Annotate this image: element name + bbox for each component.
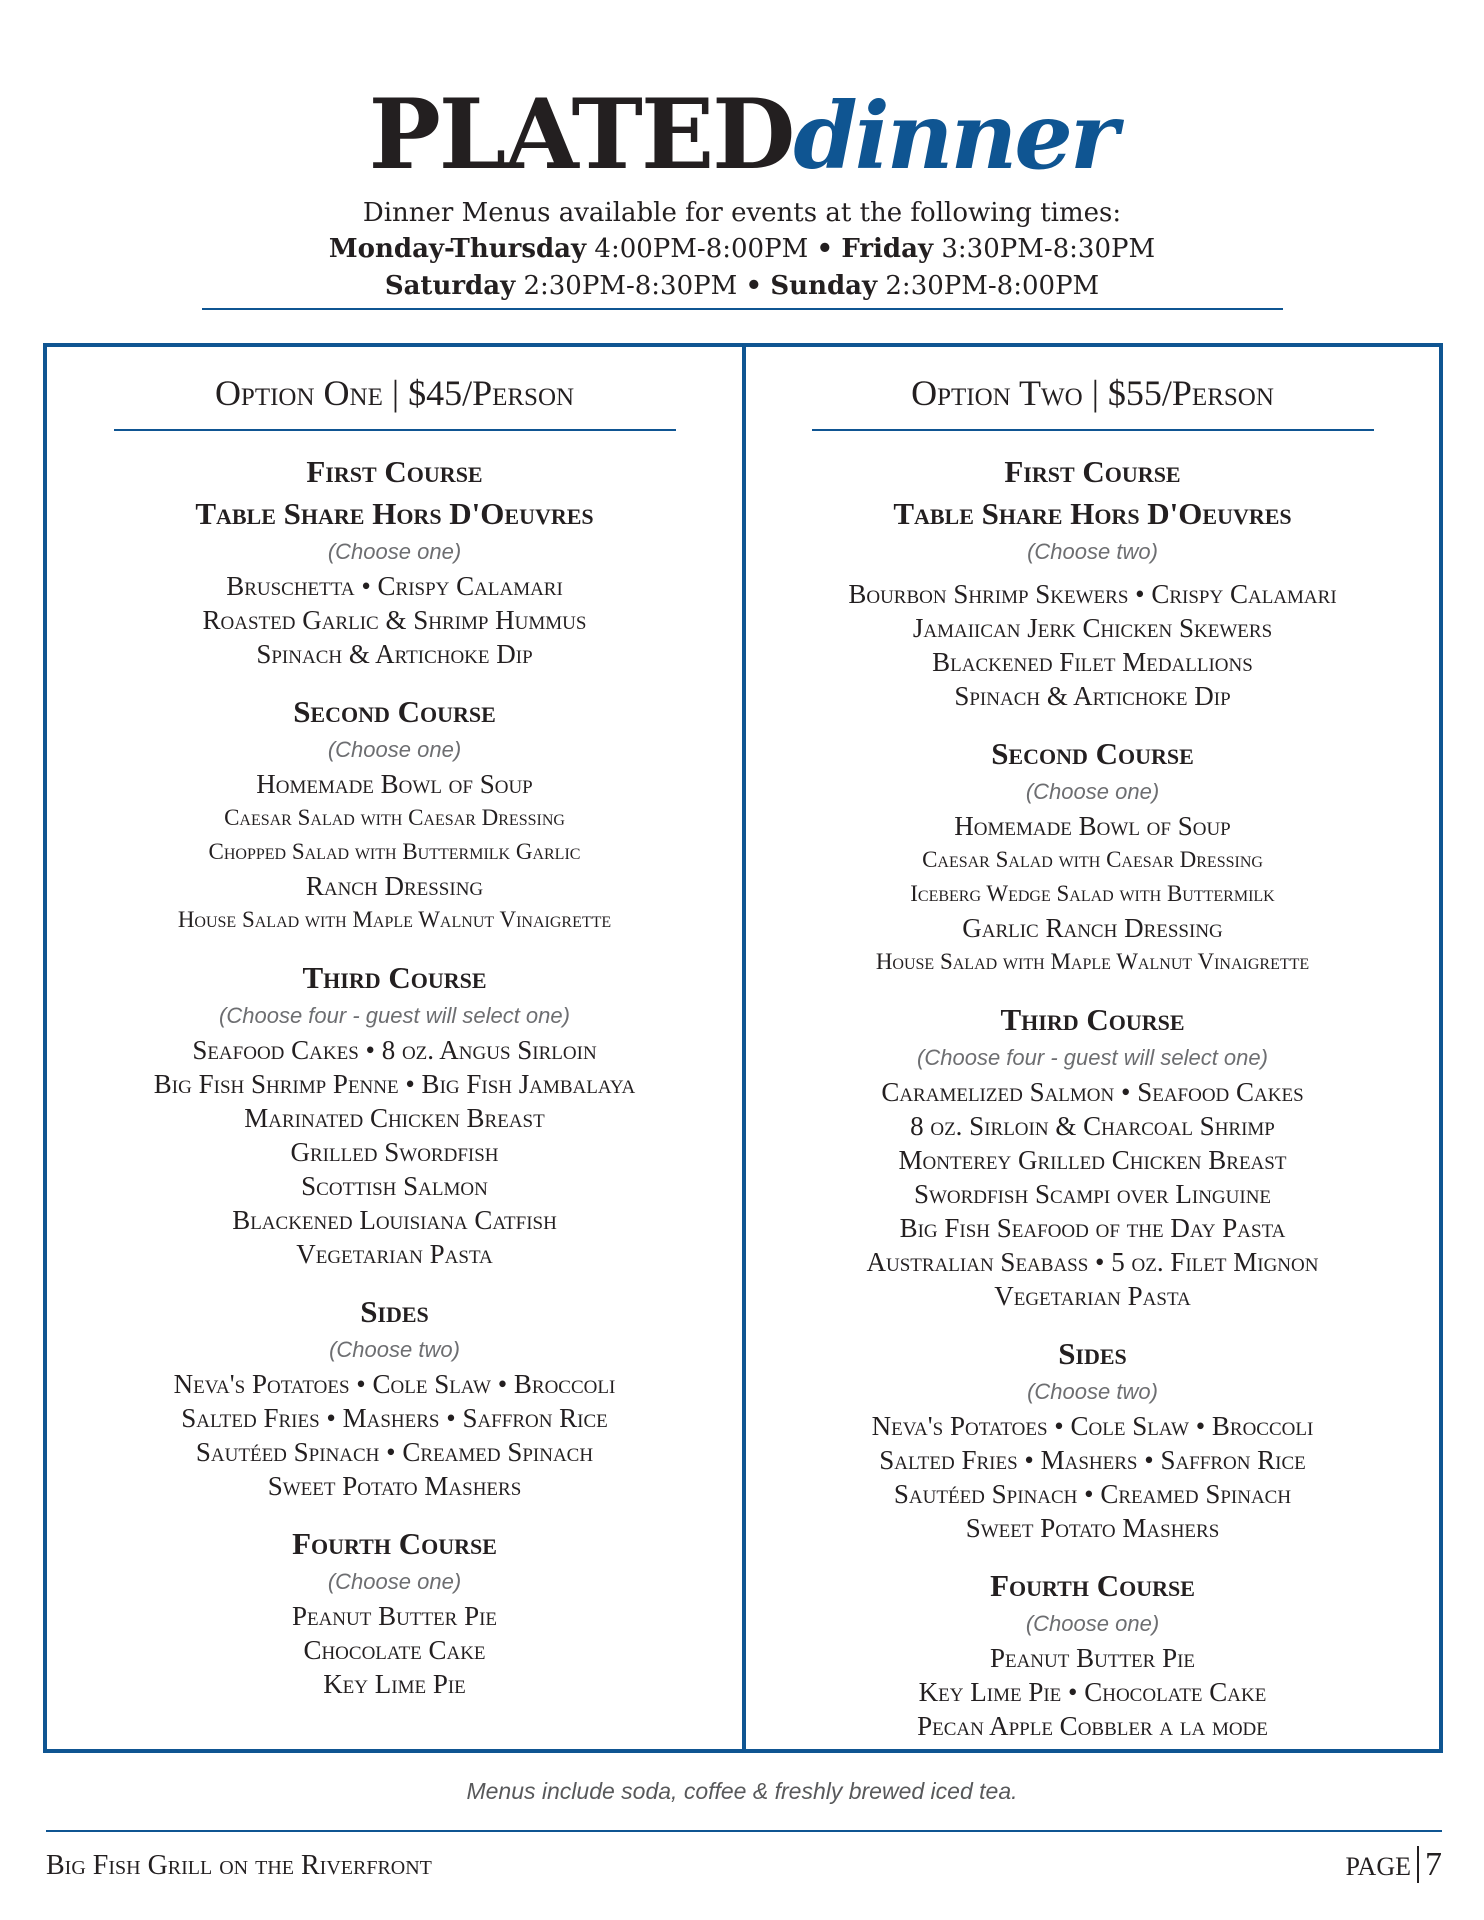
- menu-item: Salted Fries • Mashers • Saffron Rice: [879, 1445, 1306, 1475]
- title-script: dinner: [793, 82, 1116, 190]
- menu-item: Bruschetta • Crispy Calamari: [226, 571, 563, 601]
- menu-item: Spinach & Artichoke Dip: [256, 639, 533, 669]
- menu-item: Chocolate Cake: [303, 1635, 486, 1665]
- menu-section: [47, 1523, 742, 1701]
- menu-item: Spinach & Artichoke Dip: [954, 681, 1231, 711]
- bullet: •: [745, 271, 763, 301]
- day: Friday: [841, 234, 934, 264]
- section-heading: Second Course: [991, 736, 1194, 771]
- menu-item: Sautéed Spinach • Creamed Spinach: [195, 1437, 594, 1467]
- hours: 2:30PM-8:30PM: [523, 271, 738, 301]
- day: Monday-Thursday: [328, 234, 587, 264]
- menu-item: Chopped Salad with Buttermilk Garlic: [208, 839, 581, 864]
- choose-instruction: (Choose two): [329, 1337, 460, 1362]
- menu-item: Big Fish Shrimp Penne • Big Fish Jambalaya: [153, 1069, 636, 1099]
- menu-item: Homemade Bowl of Soup: [256, 769, 533, 799]
- menu-section: [746, 999, 1439, 1313]
- hours: 3:30PM-8:30PM: [941, 234, 1156, 264]
- menu-item: Blackened Louisiana Catfish: [232, 1205, 557, 1235]
- section-heading: First Course: [306, 454, 483, 489]
- menu-section: [746, 451, 1439, 713]
- menu-item: Peanut Butter Pie: [291, 1601, 498, 1631]
- menu-item: Bourbon Shrimp Skewers • Crispy Calamari: [848, 579, 1337, 609]
- menu-item: 8 oz. Sirloin & Charcoal Shrimp: [910, 1111, 1275, 1141]
- menu-item: Big Fish Seafood of the Day Pasta: [899, 1213, 1286, 1243]
- title-main: PLATED: [368, 78, 794, 191]
- section-heading: Table Share Hors D'Oeuvres: [195, 496, 594, 531]
- option-title: Option One | $45/Person: [214, 373, 575, 413]
- menu-item: Seafood Cakes • 8 oz. Angus Sirloin: [192, 1035, 597, 1065]
- choose-instruction: (Choose one): [1025, 1611, 1160, 1636]
- footer-restaurant-name: Big Fish Grill on the Riverfront: [46, 1850, 432, 1881]
- choose-instruction: (Choose four - guest will select one): [917, 1045, 1268, 1070]
- menu-item: House Salad with Maple Walnut Vinaigrette: [875, 949, 1310, 974]
- page-number-value: 7: [1417, 1846, 1442, 1883]
- menu-section: [47, 1291, 742, 1503]
- header-divider: [202, 308, 1283, 310]
- menu-item: Marinated Chicken Breast: [244, 1103, 545, 1133]
- menu-item: Monterey Grilled Chicken Breast: [898, 1145, 1287, 1175]
- menu-item: Neva's Potatoes • Cole Slaw • Broccoli: [173, 1369, 616, 1399]
- footer-divider: [46, 1830, 1442, 1832]
- section-heading: First Course: [1004, 454, 1181, 489]
- hours: 4:00PM-8:00PM: [594, 234, 809, 264]
- menu-item: Blackened Filet Medallions: [932, 647, 1253, 677]
- section-heading: Fourth Course: [990, 1568, 1195, 1603]
- menu-item: Vegetarian Pasta: [296, 1239, 493, 1269]
- day: Sunday: [770, 271, 878, 301]
- menu-item: Caramelized Salmon • Seafood Cakes: [881, 1077, 1304, 1107]
- choose-instruction: (Choose one): [327, 1569, 462, 1594]
- menu-item: Scottish Salmon: [301, 1171, 488, 1201]
- section-heading: Table Share Hors D'Oeuvres: [893, 496, 1292, 531]
- option-title-underline: [812, 429, 1374, 431]
- menu-item: Iceberg Wedge Salad with Buttermilk: [910, 881, 1275, 906]
- menu-item: Garlic Ranch Dressing: [962, 913, 1223, 943]
- choose-instruction: (Choose one): [1025, 779, 1160, 804]
- choose-instruction: (Choose one): [327, 737, 462, 762]
- menu-item: Jamaiican Jerk Chicken Skewers: [912, 613, 1273, 643]
- menu-item: Roasted Garlic & Shrimp Hummus: [202, 605, 587, 635]
- choose-instruction: (Choose one): [327, 539, 462, 564]
- menu-section: [746, 733, 1439, 979]
- option-title-underline: [114, 429, 676, 431]
- menu-item: Ranch Dressing: [305, 871, 484, 901]
- menu-note: Menus include soda, coffee & freshly brewed iced tea.: [466, 1778, 1018, 1804]
- menu-item: Pecan Apple Cobbler a la mode: [917, 1711, 1268, 1741]
- menu-item: Grilled Swordfish: [290, 1137, 499, 1167]
- menu-item: Salted Fries • Mashers • Saffron Rice: [181, 1403, 608, 1433]
- menu-item: Sweet Potato Mashers: [267, 1471, 522, 1501]
- menu-item: Caesar Salad with Caesar Dressing: [922, 847, 1263, 872]
- menu-section: [746, 1565, 1439, 1743]
- section-heading: Fourth Course: [292, 1526, 497, 1561]
- menu-item: House Salad with Maple Walnut Vinaigrette: [177, 907, 612, 932]
- hours-line-1: [0, 234, 1484, 264]
- menu-item: Sautéed Spinach • Creamed Spinach: [893, 1479, 1292, 1509]
- page-label: PAGE: [1345, 1852, 1411, 1881]
- menu-item: Peanut Butter Pie: [989, 1643, 1196, 1673]
- menu-item: Sweet Potato Mashers: [965, 1513, 1220, 1543]
- menu-section: [47, 957, 742, 1271]
- section-heading: Third Course: [302, 960, 487, 995]
- menu-item: Neva's Potatoes • Cole Slaw • Broccoli: [871, 1411, 1314, 1441]
- page-title: [0, 78, 1484, 191]
- menu-item: Key Lime Pie • Chocolate Cake: [918, 1677, 1267, 1707]
- choose-instruction: (Choose two): [1027, 1379, 1158, 1404]
- section-heading: Second Course: [293, 694, 496, 729]
- intro-text: Dinner Menus available for events at the following times:: [362, 198, 1122, 228]
- option-title: Option Two | $55/Person: [911, 373, 1274, 413]
- bullet: •: [816, 234, 834, 264]
- hours: 2:30PM-8:00PM: [885, 271, 1100, 301]
- menu-item: Australian Seabass • 5 oz. Filet Mignon: [866, 1247, 1319, 1277]
- section-heading: Third Course: [1000, 1002, 1185, 1037]
- spacer: [746, 569, 1439, 577]
- menu-options-box: [43, 343, 1443, 1753]
- hours-line-2: [0, 271, 1484, 301]
- choose-instruction: (Choose two): [1027, 539, 1158, 564]
- menu-item: Vegetarian Pasta: [994, 1281, 1191, 1311]
- menu-section: [746, 1333, 1439, 1545]
- option-one-column: [47, 347, 742, 1701]
- page-number: [1345, 1846, 1442, 1884]
- section-heading: Sides: [1058, 1336, 1127, 1371]
- option-two-column: [746, 347, 1439, 1743]
- menu-item: Homemade Bowl of Soup: [954, 811, 1231, 841]
- day: Saturday: [384, 271, 516, 301]
- menu-item: Swordfish Scampi over Linguine: [913, 1179, 1272, 1209]
- menu-section: [47, 451, 742, 671]
- menu-item: Caesar Salad with Caesar Dressing: [224, 805, 565, 830]
- choose-instruction: (Choose four - guest will select one): [219, 1003, 570, 1028]
- menu-item: Key Lime Pie: [323, 1669, 466, 1699]
- section-heading: Sides: [360, 1294, 429, 1329]
- menu-section: [47, 691, 742, 937]
